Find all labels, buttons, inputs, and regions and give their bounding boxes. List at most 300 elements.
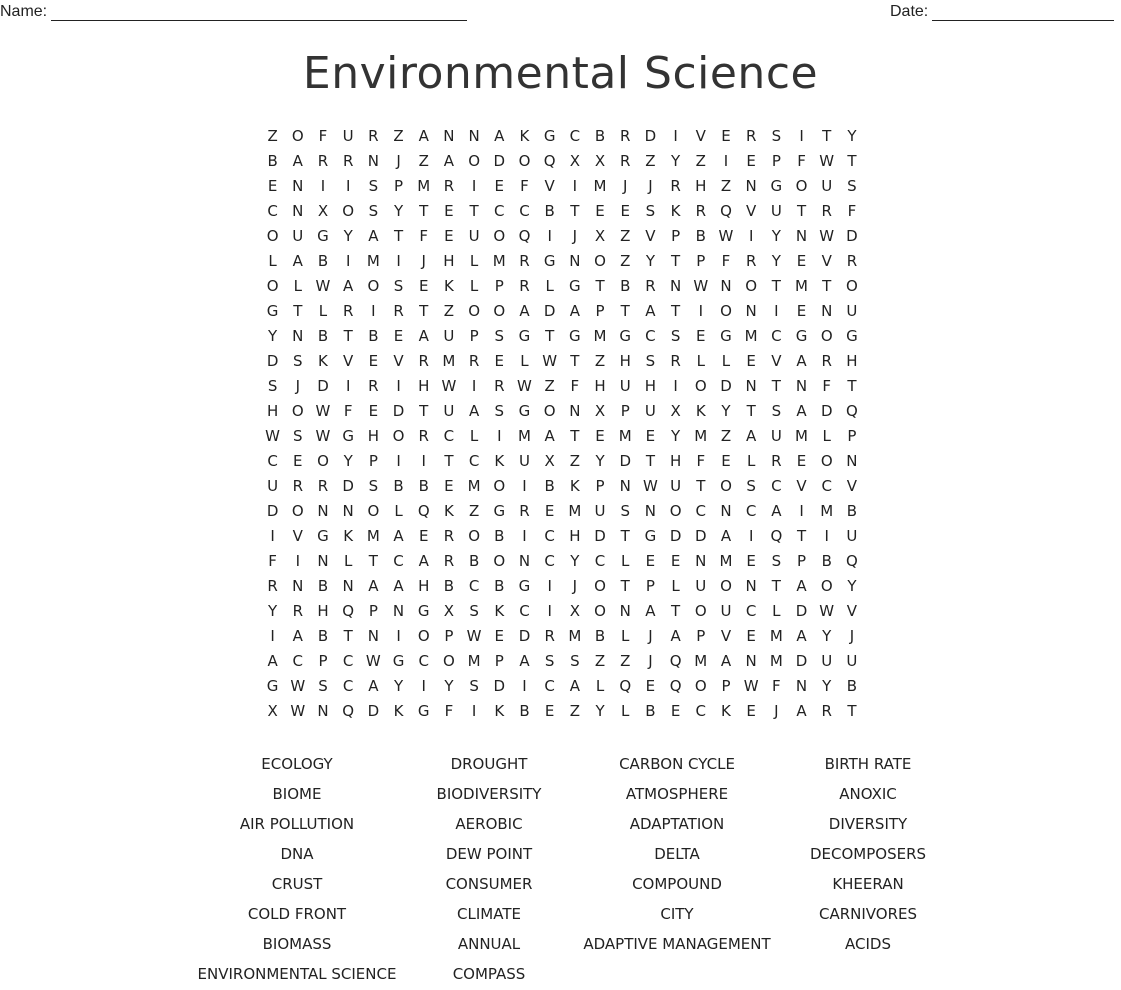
name-blank-line[interactable] — [51, 2, 467, 21]
grid-letter: S — [494, 327, 505, 345]
grid-letter: D — [392, 402, 405, 420]
grid-letter: U — [619, 377, 631, 395]
grid-letter: W — [517, 377, 532, 395]
grid-letter: D — [367, 702, 380, 720]
grid-letter: U — [594, 502, 606, 520]
grid-letter: G — [644, 527, 657, 545]
grid-letter: M — [568, 627, 582, 645]
word-list-item: DIVERSITY — [828, 815, 908, 833]
grid-letter: L — [394, 502, 403, 520]
word-search-grid — [260, 124, 865, 724]
grid-letter: F — [419, 227, 429, 245]
grid-letter: A — [418, 127, 429, 145]
grid-letter: V — [796, 477, 807, 495]
grid-letter: G — [317, 527, 329, 545]
grid-letter: W — [693, 277, 709, 295]
grid-letter: I — [295, 552, 300, 570]
grid-letter: T — [419, 202, 429, 220]
grid-letter: Z — [569, 452, 580, 470]
grid-letter: U — [518, 452, 530, 470]
grid-letter: E — [595, 427, 605, 445]
grid-letter: N — [745, 577, 757, 595]
grid-letter: V — [544, 177, 555, 195]
grid-letter: Z — [720, 177, 732, 195]
grid-letter: B — [418, 477, 429, 495]
grid-letter: P — [771, 152, 781, 170]
grid-letter: N — [292, 177, 304, 195]
grid-letter: O — [720, 477, 732, 495]
word-list-item: ENVIRONMENTAL SCIENCE — [197, 965, 397, 983]
grid-letter: N — [745, 377, 757, 395]
grid-letter: T — [444, 452, 454, 470]
grid-letter: B — [594, 127, 606, 145]
grid-letter: N — [720, 502, 732, 520]
grid-letter: G — [518, 402, 531, 420]
grid-letter: P — [696, 252, 706, 270]
grid-letter: C — [393, 552, 404, 570]
grid-letter: W — [819, 227, 835, 245]
grid-letter: I — [270, 527, 275, 545]
grid-letter: M — [517, 427, 531, 445]
grid-letter: F — [268, 552, 277, 570]
grid-letter: S — [368, 477, 379, 495]
grid-letter: O — [820, 577, 833, 595]
grid-letter: L — [343, 552, 353, 570]
grid-letter: C — [494, 202, 505, 220]
grid-letter: L — [520, 352, 529, 370]
grid-letter: K — [721, 702, 731, 720]
grid-letter: M — [492, 252, 506, 270]
grid-letter: F — [721, 252, 731, 270]
grid-letter: R — [368, 377, 379, 395]
word-list-item: BIOME — [272, 785, 322, 803]
grid-letter: Z — [267, 127, 278, 145]
grid-letter: A — [720, 527, 732, 545]
grid-letter: D — [493, 677, 506, 695]
grid-letter: S — [645, 352, 656, 370]
grid-letter: R — [846, 252, 858, 270]
grid-letter: Q — [518, 227, 531, 245]
grid-letter: U — [720, 602, 732, 620]
grid-letter: T — [620, 302, 630, 320]
grid-letter: B — [267, 152, 278, 170]
grid-letter: A — [796, 627, 807, 645]
grid-letter: I — [345, 177, 351, 195]
grid-letter: V — [292, 527, 303, 545]
grid-letter: N — [342, 577, 354, 595]
grid-letter: W — [365, 652, 381, 670]
grid-letter: I — [270, 627, 275, 645]
grid-letter: Z — [468, 502, 480, 520]
grid-letter: W — [542, 352, 558, 370]
grid-letter: B — [317, 327, 329, 345]
grid-letter: A — [443, 152, 455, 170]
date-blank-line[interactable] — [932, 2, 1114, 21]
grid-letter: Y — [847, 127, 857, 145]
grid-letter: F — [318, 127, 328, 145]
grid-letter: P — [368, 602, 378, 620]
grid-letter: N — [745, 177, 757, 195]
grid-letter: N — [443, 127, 455, 145]
grid-letter: O — [493, 477, 506, 495]
grid-letter: N — [518, 552, 531, 570]
grid-letter: S — [771, 127, 782, 145]
word-list-item: DECOMPOSERS — [809, 845, 927, 863]
page-title: Environmental Science — [302, 48, 819, 99]
grid-letter: I — [396, 452, 401, 470]
grid-letter: S — [746, 477, 756, 495]
grid-letter: O — [493, 552, 506, 570]
grid-letter: C — [342, 652, 354, 670]
grid-letter: S — [544, 652, 555, 670]
grid-letter: C — [544, 677, 555, 695]
grid-letter: W — [265, 427, 281, 445]
grid-letter: S — [620, 502, 630, 520]
grid-letter: S — [494, 402, 505, 420]
grid-letter: E — [746, 702, 756, 720]
grid-letter: I — [547, 602, 552, 620]
grid-letter: B — [821, 552, 832, 570]
grid-letter: O — [443, 652, 455, 670]
grid-letter: P — [494, 652, 504, 670]
grid-letter: Y — [343, 452, 353, 470]
grid-letter: E — [368, 402, 379, 420]
grid-letter: F — [444, 702, 454, 720]
grid-letter: N — [695, 552, 707, 570]
grid-letter: G — [266, 677, 279, 695]
grid-letter: Q — [342, 702, 355, 720]
grid-letter: O — [392, 427, 405, 445]
grid-letter: J — [849, 627, 855, 645]
grid-letter: L — [469, 277, 479, 295]
grid-letter: H — [266, 402, 279, 420]
grid-letter: O — [266, 277, 279, 295]
grid-letter: H — [695, 177, 707, 195]
grid-letter: R — [745, 127, 757, 145]
name-label: Name: — [0, 3, 48, 20]
grid-letter: R — [670, 352, 681, 370]
grid-letter: B — [317, 252, 329, 270]
grid-letter: W — [466, 627, 482, 645]
grid-letter: I — [799, 502, 804, 520]
grid-letter: L — [595, 677, 605, 695]
grid-letter: U — [443, 402, 455, 420]
grid-letter: Y — [671, 152, 681, 170]
grid-letter: E — [267, 177, 278, 195]
grid-letter: Q — [846, 402, 858, 420]
grid-letter: T — [620, 527, 630, 545]
grid-letter: H — [418, 377, 430, 395]
grid-letter: Y — [721, 402, 731, 420]
word-list-item: CARBON CYCLE — [619, 755, 735, 773]
grid-letter: A — [292, 152, 303, 170]
grid-letter: C — [519, 202, 530, 220]
date-field[interactable] — [890, 2, 1114, 21]
grid-letter: B — [368, 327, 379, 345]
grid-letter: E — [544, 502, 555, 520]
grid-letter: T — [595, 277, 605, 295]
grid-letter: A — [494, 127, 505, 145]
grid-letter: D — [644, 127, 657, 145]
grid-letter: Y — [570, 552, 580, 570]
grid-letter: O — [694, 602, 707, 620]
grid-letter: I — [522, 677, 527, 695]
grid-letter: O — [720, 577, 732, 595]
grid-letter: G — [619, 327, 632, 345]
grid-letter: N — [795, 677, 808, 695]
grid-letter: N — [317, 702, 329, 720]
grid-letter: I — [547, 577, 552, 595]
grid-letter: E — [645, 552, 656, 570]
grid-letter: B — [620, 277, 631, 295]
grid-letter: U — [770, 427, 782, 445]
grid-letter: O — [518, 152, 531, 170]
grid-letter: E — [368, 352, 379, 370]
grid-letter: L — [822, 427, 831, 445]
grid-letter: D — [720, 377, 732, 395]
grid-letter: D — [619, 452, 631, 470]
grid-letter: U — [821, 177, 833, 195]
grid-letter: R — [342, 152, 354, 170]
grid-letter: T — [645, 452, 655, 470]
grid-letter: E — [544, 702, 555, 720]
grid-letter: A — [292, 627, 303, 645]
grid-letter: I — [396, 377, 401, 395]
grid-letter: F — [822, 377, 832, 395]
grid-letter: O — [291, 502, 304, 520]
grid-letter: L — [545, 277, 554, 295]
grid-letter: T — [822, 277, 832, 295]
grid-letter: N — [720, 277, 732, 295]
grid-letter: U — [846, 527, 858, 545]
grid-letter: S — [318, 677, 328, 695]
grid-letter: T — [469, 202, 479, 220]
grid-letter: T — [293, 302, 303, 320]
grid-letter: C — [443, 427, 455, 445]
grid-letter: T — [570, 352, 580, 370]
grid-letter: I — [371, 302, 376, 320]
grid-letter: X — [569, 152, 580, 170]
grid-letter: P — [721, 677, 731, 695]
grid-letter: W — [819, 152, 835, 170]
grid-letter: G — [392, 652, 405, 670]
grid-letter: N — [569, 252, 581, 270]
grid-letter: R — [494, 377, 505, 395]
word-list-item: ACIDS — [845, 935, 891, 953]
grid-letter: X — [594, 152, 606, 170]
grid-letter: Q — [669, 652, 682, 670]
grid-letter: C — [569, 127, 581, 145]
grid-letter: N — [644, 502, 657, 520]
grid-letter: F — [797, 152, 806, 170]
grid-letter: Z — [594, 652, 606, 670]
grid-letter: A — [468, 402, 480, 420]
grid-letter: I — [396, 252, 401, 270]
grid-letter: J — [774, 702, 779, 720]
grid-letter: B — [846, 502, 858, 520]
grid-letter: H — [569, 527, 581, 545]
grid-letter: Y — [444, 677, 454, 695]
grid-letter: Z — [443, 302, 455, 320]
grid-letter: D — [846, 227, 858, 245]
grid-letter: O — [468, 302, 480, 320]
grid-letter: Z — [418, 152, 429, 170]
grid-letter: H — [846, 352, 858, 370]
grid-letter: T — [393, 227, 404, 245]
grid-letter: R — [317, 477, 329, 495]
grid-letter: Y — [822, 627, 832, 645]
grid-letter: C — [745, 602, 757, 620]
grid-letter: N — [392, 602, 405, 620]
grid-letter: M — [593, 177, 607, 195]
word-list — [0, 749, 1121, 989]
grid-letter: J — [572, 577, 578, 595]
grid-letter: Z — [569, 702, 580, 720]
grid-letter: N — [317, 552, 329, 570]
grid-letter: D — [317, 377, 329, 395]
grid-letter: S — [293, 352, 303, 370]
grid-letter: C — [821, 477, 832, 495]
grid-letter: S — [771, 402, 782, 420]
grid-letter: R — [821, 702, 832, 720]
grid-letter: Q — [417, 502, 430, 520]
grid-letter: R — [317, 152, 329, 170]
grid-letter: A — [796, 402, 807, 420]
grid-letter: S — [368, 202, 379, 220]
grid-letter: E — [670, 702, 681, 720]
grid-letter: T — [419, 402, 429, 420]
grid-letter: K — [318, 352, 328, 370]
grid-letter: P — [797, 552, 807, 570]
grid-letter: Y — [771, 252, 781, 270]
grid-letter: U — [846, 652, 858, 670]
grid-letter: O — [342, 202, 355, 220]
grid-letter: O — [846, 277, 858, 295]
grid-letter: Z — [645, 152, 656, 170]
grid-letter: W — [441, 377, 457, 395]
grid-letter: S — [293, 427, 303, 445]
grid-letter: O — [694, 377, 707, 395]
grid-letter: J — [648, 652, 653, 670]
grid-letter: E — [796, 302, 807, 320]
grid-letter: E — [721, 452, 731, 470]
grid-letter: J — [648, 177, 653, 195]
word-list-item: AIR POLLUTION — [239, 815, 355, 833]
grid-letter: N — [292, 577, 304, 595]
grid-letter: J — [295, 377, 300, 395]
grid-letter: N — [619, 602, 631, 620]
grid-letter: B — [544, 477, 555, 495]
grid-letter: S — [267, 377, 278, 395]
grid-letter: Q — [619, 677, 632, 695]
grid-letter: I — [774, 302, 779, 320]
grid-letter: L — [696, 352, 705, 370]
word-list-item: BIRTH RATE — [824, 755, 912, 773]
grid-letter: L — [469, 427, 479, 445]
grid-letter: A — [796, 702, 807, 720]
grid-letter: Y — [595, 702, 605, 720]
grid-letter: B — [519, 702, 530, 720]
date-label: Date: — [890, 3, 929, 20]
grid-letter: E — [418, 277, 429, 295]
grid-letter: I — [421, 452, 426, 470]
grid-letter: P — [847, 427, 857, 445]
grid-letter: O — [820, 327, 833, 345]
grid-letter: O — [720, 302, 732, 320]
grid-letter: M — [719, 552, 733, 570]
grid-letter: O — [694, 677, 707, 695]
grid-letter: X — [544, 452, 555, 470]
grid-letter: M — [417, 177, 431, 195]
grid-letter: B — [494, 527, 505, 545]
grid-letter: E — [595, 202, 605, 220]
grid-letter: W — [743, 677, 759, 695]
grid-letter: R — [821, 352, 832, 370]
grid-letter: N — [468, 127, 480, 145]
grid-letter: B — [494, 577, 505, 595]
grid-letter: O — [820, 452, 833, 470]
grid-letter: B — [695, 227, 706, 245]
grid-letter: E — [645, 427, 656, 445]
grid-letter: H — [594, 377, 606, 395]
grid-letter: J — [396, 152, 401, 170]
grid-letter: C — [695, 702, 707, 720]
grid-letter: A — [569, 677, 580, 695]
name-field[interactable] — [0, 2, 467, 21]
grid-letter: T — [847, 152, 857, 170]
grid-letter: S — [469, 677, 479, 695]
grid-letter: E — [796, 452, 807, 470]
grid-letter: E — [746, 627, 756, 645]
grid-letter: W — [718, 227, 734, 245]
grid-letter: U — [644, 402, 656, 420]
grid-letter: E — [444, 202, 454, 220]
grid-letter: O — [317, 452, 329, 470]
grid-letter: E — [645, 677, 656, 695]
grid-letter: I — [471, 177, 477, 195]
grid-letter: Z — [393, 127, 404, 145]
grid-letter: B — [846, 677, 858, 695]
grid-letter: T — [771, 577, 781, 595]
grid-letter: H — [418, 577, 430, 595]
grid-letter: O — [417, 627, 430, 645]
grid-letter: R — [418, 427, 429, 445]
word-list-item: ECOLOGY — [261, 755, 333, 773]
word-list-item: COLD FRONT — [247, 905, 347, 923]
grid-letter: G — [417, 602, 430, 620]
grid-letter: K — [695, 402, 706, 420]
grid-letter: C — [544, 552, 555, 570]
word-column-4 — [738, 749, 998, 959]
grid-letter: E — [746, 352, 756, 370]
grid-letter: Y — [645, 252, 655, 270]
grid-letter: T — [671, 302, 681, 320]
grid-letter: D — [266, 502, 279, 520]
grid-letter: Q — [846, 552, 858, 570]
word-list-item: DROUGHT — [450, 755, 528, 773]
grid-letter: U — [443, 327, 455, 345]
grid-letter: N — [745, 652, 757, 670]
grid-letter: G — [846, 327, 858, 345]
grid-letter: N — [795, 377, 808, 395]
grid-letter: O — [468, 152, 480, 170]
word-list-item: ATMOSPHERE — [625, 785, 729, 803]
word-list-item: BIODIVERSITY — [436, 785, 542, 803]
grid-letter: I — [748, 527, 754, 545]
grid-letter: R — [745, 252, 757, 270]
grid-letter: K — [670, 202, 681, 220]
grid-letter: O — [543, 402, 556, 420]
